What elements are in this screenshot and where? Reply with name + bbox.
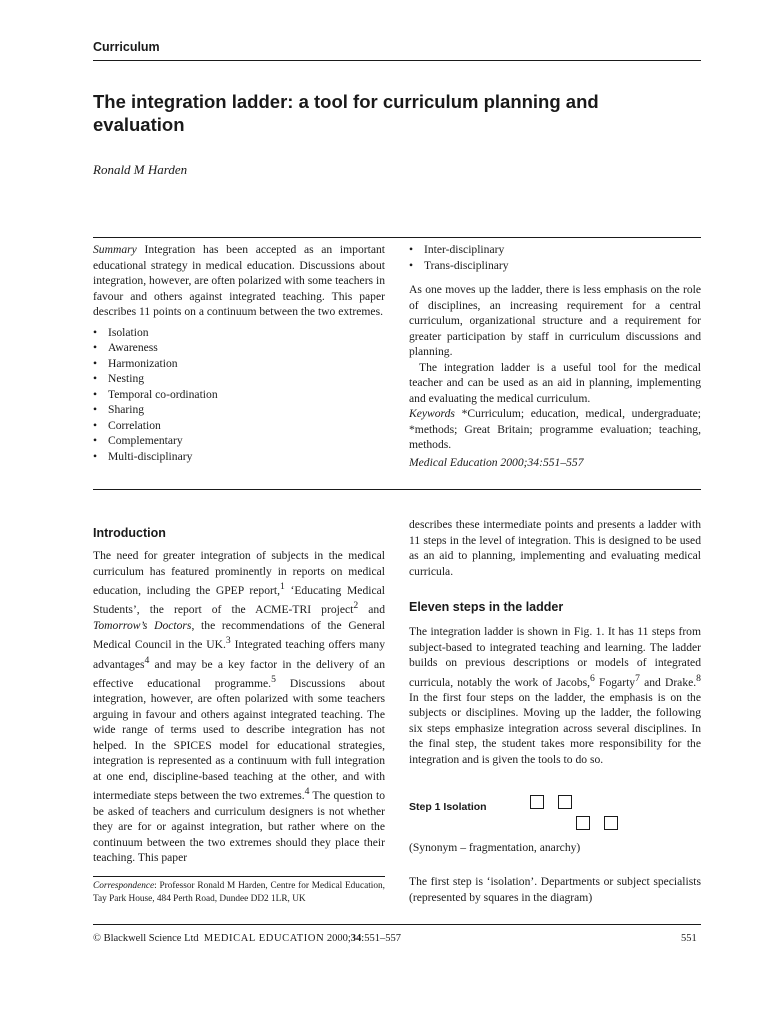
article-title: The integration ladder: a tool for curriculum planning and evaluation (93, 91, 599, 135)
eleven-body (409, 624, 701, 767)
intro-body (93, 548, 385, 866)
step1-text: The first step is ‘isolation’. Departments or subject specialists (represented by squares in the diagram) (409, 875, 701, 904)
isolation-square (530, 795, 544, 809)
keywords-text: *Curriculum; education, medical, undergraduate; *methods; Great Britain; programme evaluation; teaching, methods. (409, 407, 701, 451)
summary-rule (93, 237, 701, 238)
keywords (409, 406, 701, 453)
summary-points-list-cont (409, 242, 701, 273)
isolation-square (558, 795, 572, 809)
eleven-heading: Eleven steps in the ladder (409, 600, 564, 614)
summary-point: • Trans-disciplinary (409, 258, 701, 274)
header-rule (93, 60, 701, 61)
summary-end-rule (93, 489, 701, 490)
summary-p3: The integration ladder is a useful tool for the medical teacher and can be used as an aid in planning, implementing and evaluating the medical curriculum. (409, 360, 701, 405)
footer-left (93, 933, 401, 944)
summary-left (93, 242, 385, 464)
summary-point: • Temporal co-ordination (93, 387, 385, 403)
keywords-label: Keywords (409, 407, 455, 420)
footer-journal: MEDICAL EDUCATION (203, 933, 325, 944)
summary-point: • Sharing (93, 402, 385, 418)
summary-point: • Nesting (93, 371, 385, 387)
correspondence-label: Correspondence (93, 881, 155, 891)
section-label: Curriculum (93, 40, 160, 54)
summary-points-list (93, 325, 385, 465)
article-author: Ronald M Harden (93, 162, 188, 177)
eleven-paragraph: The integration ladder is shown in Fig. 1. It has 11 steps from subject-based to integrated teaching and learning. The ladder builds on previous descriptions or models of integrated curricula, notably the work of Jacobs,$^6$ Fogarty$^7$ and Drake.$^8$ In the first four steps on the ladder, the emphasis is on the subjects or disciplines. Moving up the ladder, the following six steps emphasize integration across several disciplines. In the final step, the student takes more responsibility for the integration and is given the tools to do so. (409, 625, 701, 766)
summary-point: • Isolation (93, 325, 385, 341)
correspondence-text: : Professor Ronald M Harden, Centre for Medical Education, Tay Park House, 484 Perth Road, Dundee DD2 1LR, UK (93, 881, 385, 904)
summary-text: Integration has been accepted as an important educational strategy in medical education. Discussions about integration, however, are often polarized with some teachers in favour and others against integrated teaching. This paper describes 11 points on a continuum between the two extremes. (93, 243, 385, 318)
citation: Medical Education 2000;34:551–557 (409, 455, 584, 469)
intro-continued: describes these intermediate points and presents a ladder with 11 steps in the level of integration. This is designed to be used as an aid to planning, implementing and evaluating medical curricula. (409, 518, 701, 578)
intro-paragraph: The need for greater integration of subjects in the medical curriculum has featured prominently in reports on medical education, including the GPEP report,$^1$ ‘Educating Medical Students’, the report of the ACME-TRI project$^2$ and Tomorrow’s Doctors, the recommendations of the General Medical Council in the UK.$^3$ Integrated teaching offers many advantages$^4$ and may be a key factor in the delivery of an effective educational programme.$^5$ Discussions about integration, however, are often polarized with some teachers arguing in favour and others against integrated teaching. The wide range of terms used to describe integration has not helped. In the SPICES model for educational strategies, integration is represented as a continuum with full integration at one end, discipline-based teaching at the other, and with intermediate steps between the two extremes.$^4$ The question to be asked of teachers and curriculum designers is not whether they are for or against integration, but rather where on the continuum between the two extremes should they place their teaching. This paper (93, 549, 386, 865)
footer-year: 2000; (326, 933, 351, 944)
summary-point: • Correlation (93, 418, 385, 434)
summary-point: • Awareness (93, 340, 385, 356)
isolation-square (604, 816, 618, 830)
footer-rule (93, 924, 701, 925)
summary-point: • Inter-disciplinary (409, 242, 701, 258)
footer-pages: :551–557 (361, 933, 401, 944)
step1-label: Step 1 Isolation (409, 801, 487, 813)
isolation-square (576, 816, 590, 830)
intro-heading: Introduction (93, 526, 166, 540)
footer-volume: 34 (350, 933, 362, 944)
summary-point: • Harmonization (93, 356, 385, 372)
step1-synonym: (Synonym – fragmentation, anarchy) (409, 841, 581, 854)
correspondence (93, 880, 385, 906)
summary-point: • Multi-disciplinary (93, 449, 385, 465)
summary-paragraph (93, 242, 385, 320)
summary-label: Summary (93, 243, 137, 256)
correspondence-rule (93, 876, 385, 877)
summary-point: • Complementary (93, 433, 385, 449)
page-number: 551 (681, 933, 697, 944)
footer-copyright: © Blackwell Science Ltd (93, 933, 199, 944)
summary-p2: As one moves up the ladder, there is less emphasis on the role of disciplines, an increasing requirement for a central curriculum, organizational structure and a requirement for greater participation by staff in curriculum discussions and planning. (409, 283, 701, 358)
summary-right (409, 242, 701, 470)
isolation-diagram (530, 795, 625, 833)
